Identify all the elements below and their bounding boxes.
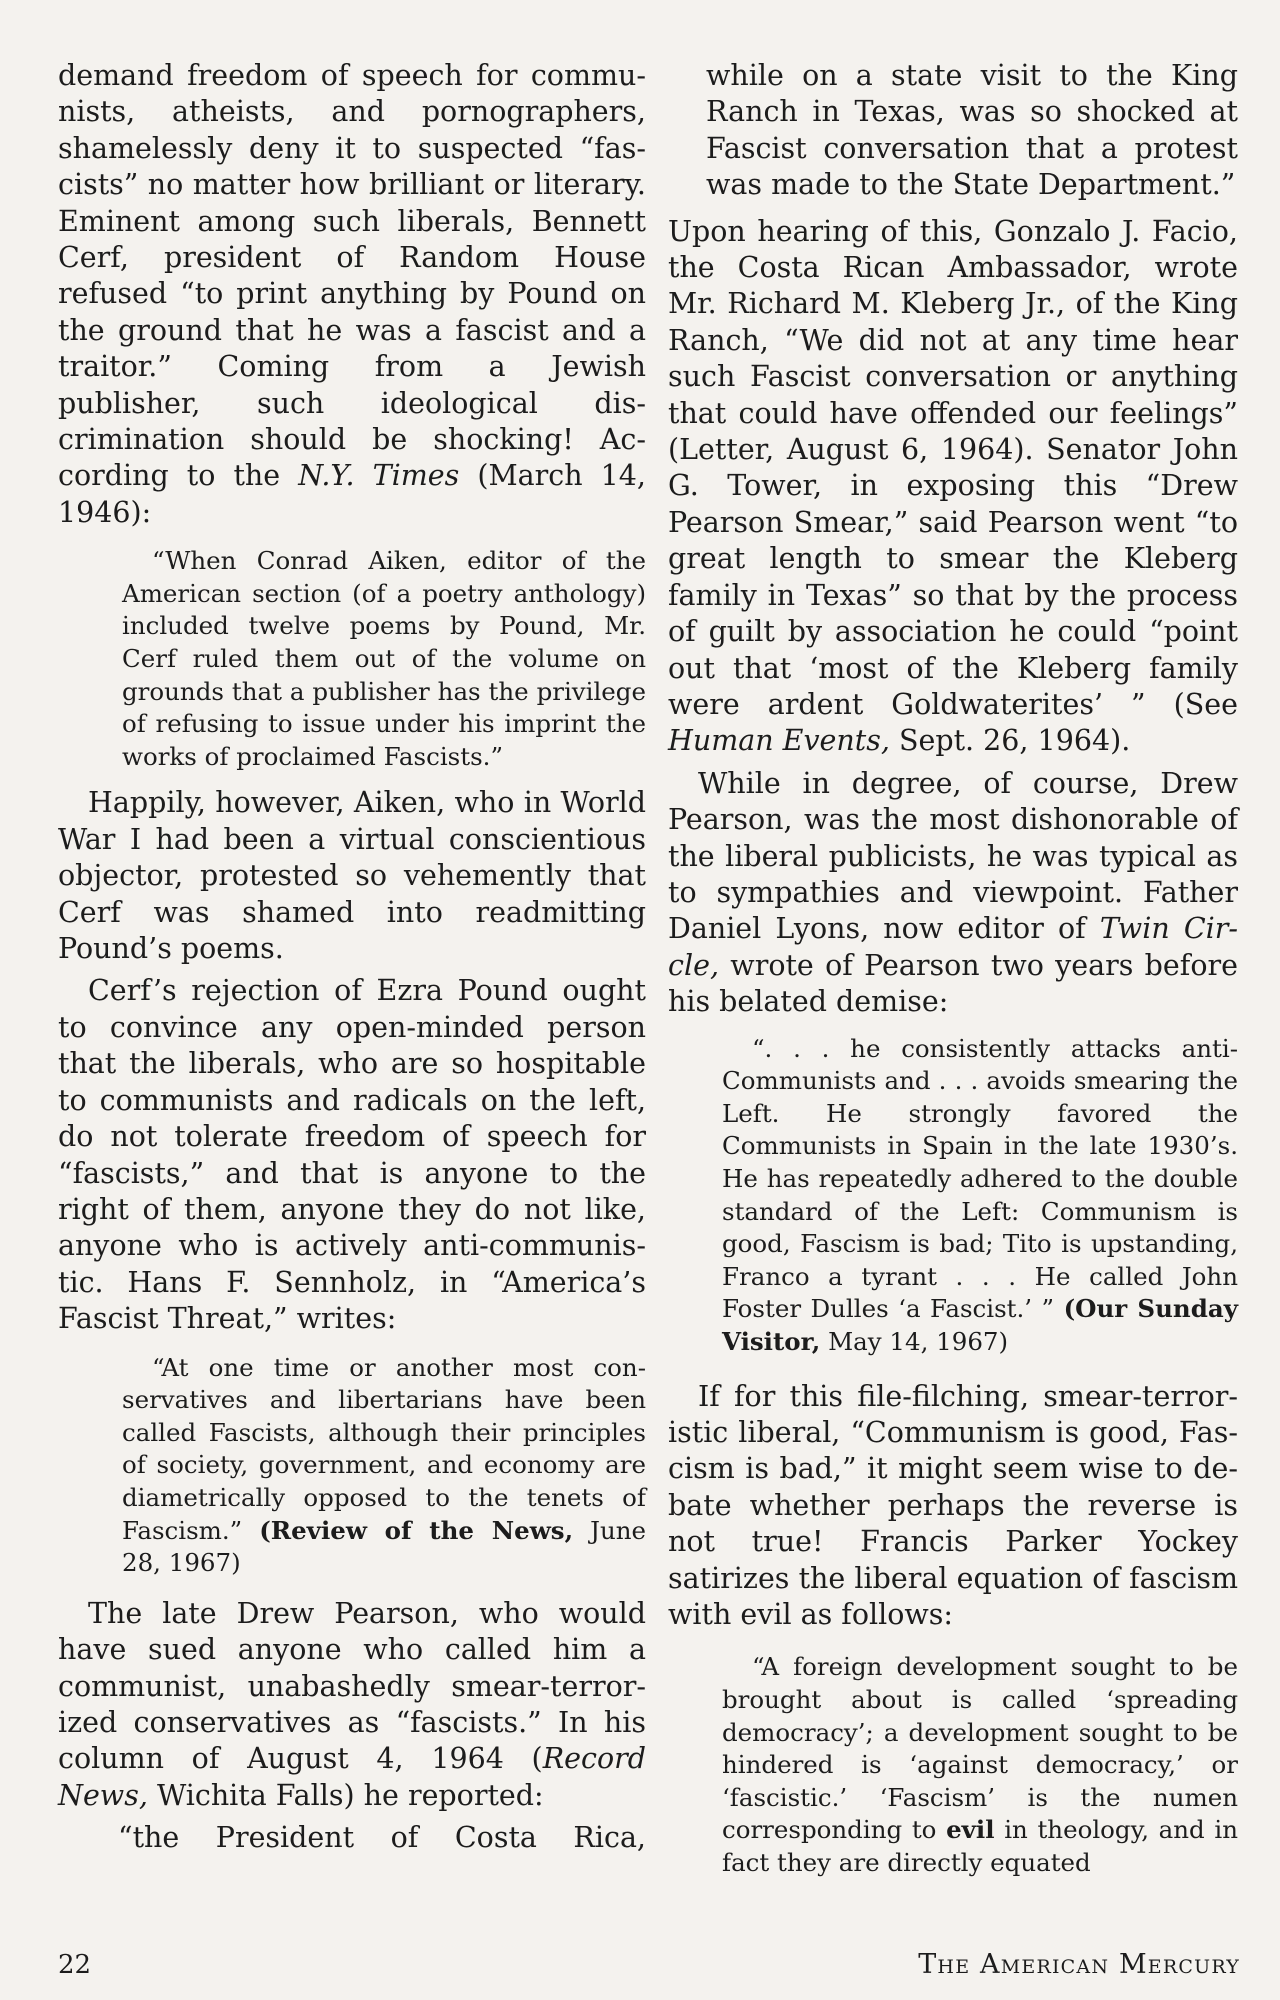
block-quote-sennholz (58, 1352, 646, 1580)
page-number: 22 (58, 1950, 92, 1980)
quote-text: “. . . he consistently attacks anti-Communists and . . . avoids smearing the Left. He strongly favored the Communists in Spain in the late 1930’s. He has repeatedly adhered to the double standard of the Left: Communism is good, Fascism is bad; Tito is upstanding, Franco a tyrant . . . He called John Foster Dulles ‘a Fascist.’ ” (722, 1033, 1238, 1324)
paragraph-facio (668, 214, 1238, 760)
quote-text: “At one time or another most conservatives and libertarians have been called Fascists, although their principles of society, government, and economy are diametrically opposed to the tenets of Fascism.” (122, 1352, 646, 1545)
paragraph-cerf-intro (58, 58, 646, 531)
publication-title: Human Events, (668, 724, 890, 758)
quote-text: in theology, and in fact they are directly equated (722, 1815, 1238, 1877)
paragraph-text: The late Drew Pearson, who would have sued anyone who called him a communist, unabashedly smear-terrorized conservatives as “fascists.” In his column of August 4, 1964 ( (58, 1596, 646, 1776)
paragraph-pearson (58, 1596, 646, 1814)
paragraph-text: Upon hearing of this, Gonzalo J. Facio, the Costa Rican Ambassador, wrote Mr. Richard M. Kleberg Jr., of the King Ranch, “We did not at any time hear such Fascist conversation or anything that could have offended our feelings” (Letter, August 6, 1964). Senator John G. Tower, in exposing this “Drew Pearson Smear,” said Pearson went “to great length to smear the Kleberg family in Texas” so that by the process of guilt by association he could “point out that ‘most of the Kleberg family were ardent Goldwaterites’ ” (See (668, 214, 1238, 721)
publication-title: Twin Circle, (668, 912, 1238, 982)
publication-title: Record News, (58, 1742, 646, 1812)
block-quote-pearson-start: “the President of Costa Rica, (118, 1821, 646, 1855)
paragraph-yockey: If for this file-filching, smear-terroristic liberal, “Communism is good, Fascism is bad,” it might seem wise to debate whether perhaps the reverse is not true! Francis Parker Yockey satirizes the liberal equation of fascism with evil as follows: (668, 1379, 1238, 1631)
paragraph-lyons (668, 766, 1238, 1021)
left-column (58, 58, 646, 1857)
emphasized-word: evil (946, 1815, 995, 1845)
paragraph-aiken: Happily, however, Aiken, who in World War I had been a virtual conscientious objector, protested so vehemently that Cerf was shamed into readmitting Pound’s poems. (58, 786, 646, 966)
paragraph-text: (March 14, 1946): (58, 459, 646, 529)
block-quote-pearson-continued: while on a state visit to the King Ranch in Texas, was so shocked at Fascist conversation that a protest was made to the State Department.” (706, 59, 1238, 202)
paragraph-text: Wichita Falls) he reported: (147, 1778, 544, 1812)
publication-title: (Our Sunday Visitor, (722, 1294, 1238, 1356)
paragraph-text: demand freedom of speech for communists, atheists, and pornographers, shamelessly deny it to suspected “fascists” no matter how brilliant or literary. Eminent among such liberals, Bennett Cerf, president of Random House refused “to print anything by Pound on the ground that he was a fascist and a traitor.” Coming from a Jewish publisher, such ideological discrimination should be shocking! According to the (58, 59, 646, 493)
block-quote-nytimes: “When Conrad Aiken, editor of the American section (of a poetry anthology) included twelve poems by Pound, Mr. Cerf ruled them out of the volume on grounds that a publisher has the privilege of refusing to issue under his imprint the works of proclaimed Fascists.” (122, 546, 646, 771)
paragraph-text: wrote of Pearson two years before his belated demise: (668, 948, 1238, 1019)
block-quote-yockey (668, 1651, 1238, 1879)
running-head: The American Mercury (918, 1949, 1240, 1980)
paragraph-cerf-rejection: Cerf’s rejection of Ezra Pound ought to convince any open-minded person that the liberals, who are so hospitable to communists and radicals on the left, do not tolerate freedom of speech for “fascists,” and that is anyone to the right of them, anyone they do not like, anyone who is actively anti-communistic. Hans F. Sennholz, in “America’s Fascist Threat,” writes: (58, 974, 646, 1336)
publication-title: N.Y. Times (298, 459, 460, 493)
publication-title: (Review of the News, (259, 1515, 574, 1545)
quote-citation: June 28, 1967) (122, 1515, 647, 1578)
right-column (668, 58, 1238, 1896)
paragraph-text: While in degree, of course, Drew Pearson, was the most dishonorable of the liberal publicists, he was typical as to sympathies and viewpoint. Father Daniel Lyons, now editor of (668, 766, 1238, 946)
quote-text: “A foreign development sought to be brought about is called ‘spreading democracy’; a development sought to be hindered is ‘against democracy,’ or ‘fascistic.’ ‘Fascism’ is the numen corresponding to (722, 1652, 1238, 1845)
paragraph-text: Sept. 26, 1964). (889, 724, 1131, 758)
block-quote-lyons (668, 1033, 1238, 1359)
quote-citation: May 14, 1967) (820, 1326, 1009, 1356)
